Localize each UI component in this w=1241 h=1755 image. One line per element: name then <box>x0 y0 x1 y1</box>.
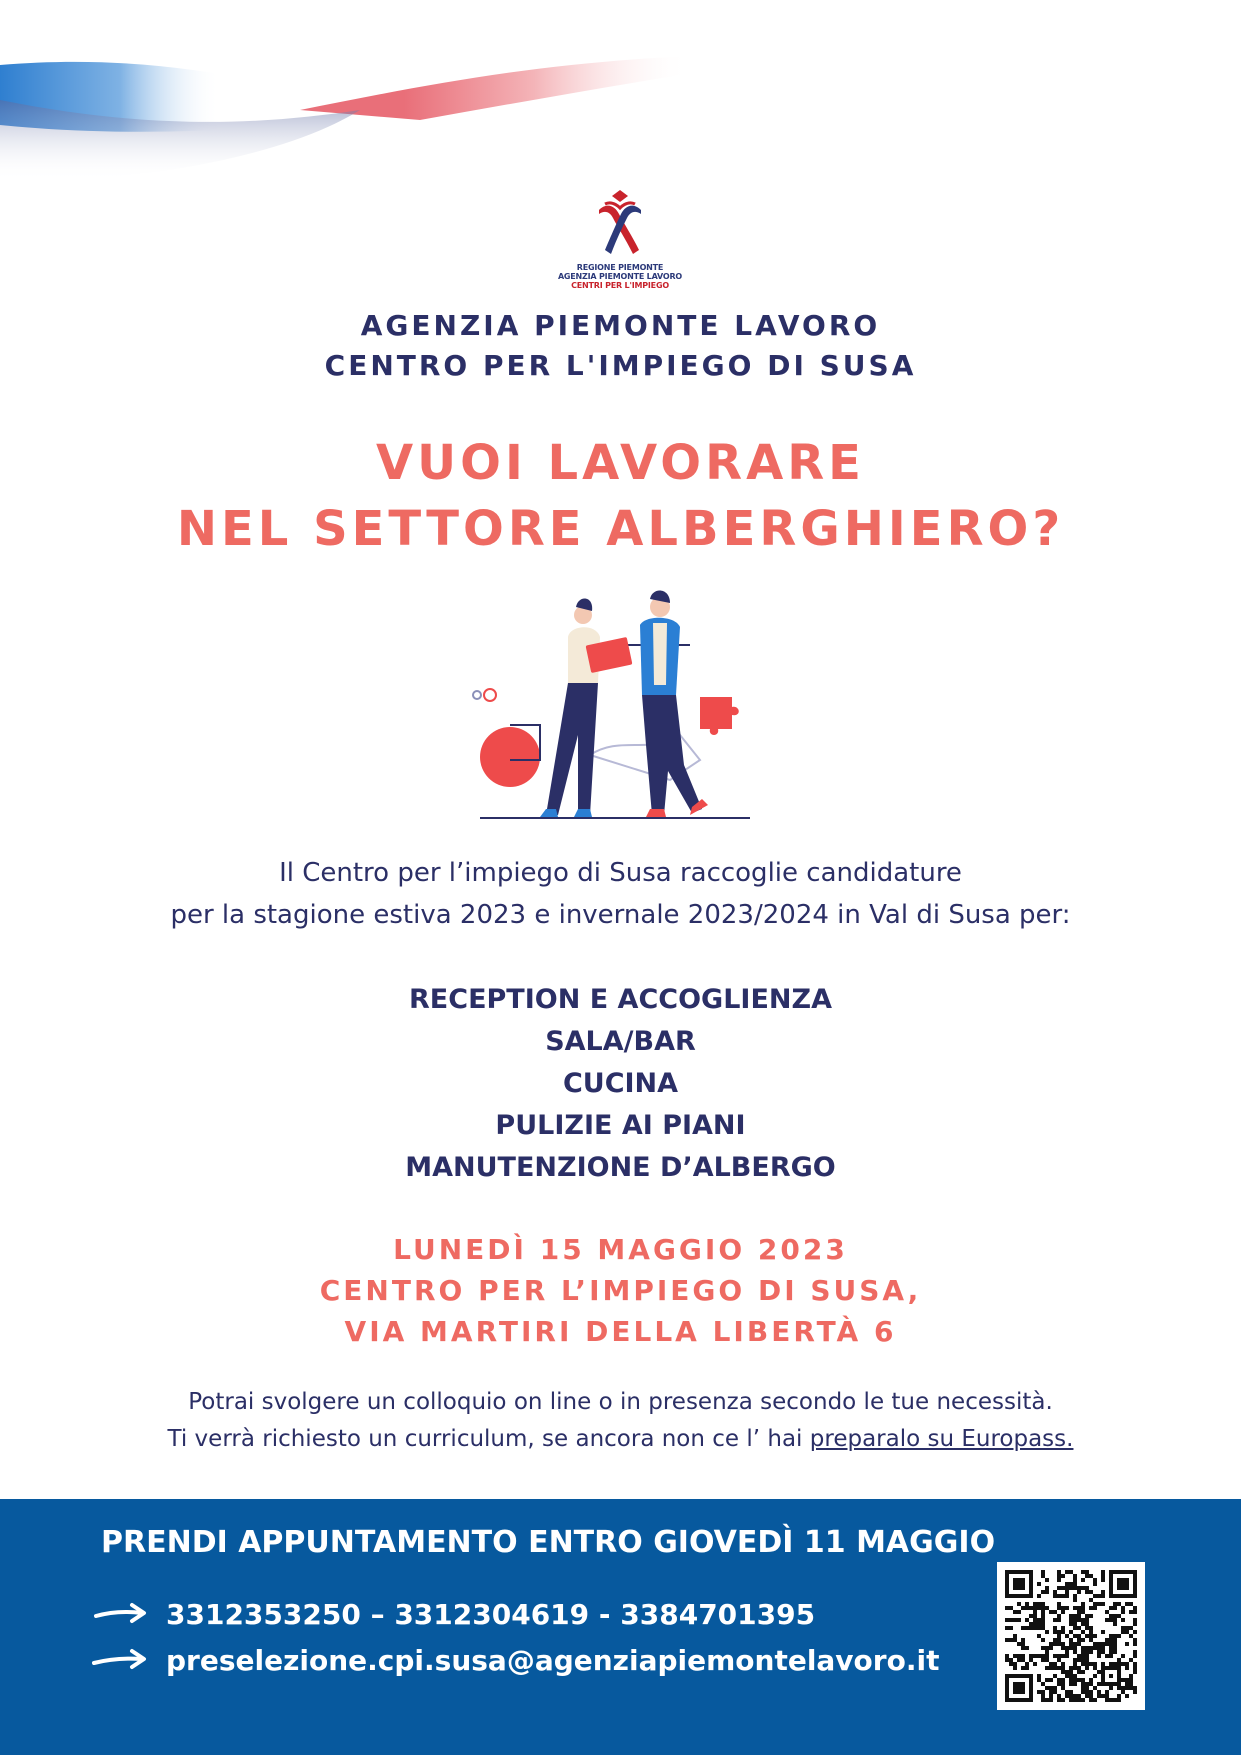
event-date: LUNEDÌ 15 MAGGIO 2023 <box>393 1233 848 1266</box>
event-place: CENTRO PER L’IMPIEGO DI SUSA, <box>319 1274 922 1307</box>
logo-text-region: REGIONE PIEMONTE <box>576 263 664 272</box>
logo-text-centri: CENTRI PER L'IMPIEGO <box>571 281 669 290</box>
arrow-right-icon <box>90 1648 150 1672</box>
agency-logo <box>555 188 685 293</box>
main-headline <box>0 430 1241 562</box>
headline-line-2: NEL SETTORE ALBERGHIERO? <box>176 501 1065 557</box>
qr-code-icon[interactable] <box>997 1562 1145 1710</box>
list-item: RECEPTION E ACCOGLIENZA <box>409 984 832 1015</box>
list-item: PULIZIE AI PIANI <box>495 1110 746 1141</box>
phone-numbers[interactable]: 3312353250 – 3312304619 - 3384701395 <box>166 1597 816 1631</box>
headline-line-1: VUOI LAVORARE <box>376 435 865 491</box>
note-line-2-text: Ti verrà richiesto un curriculum, se ancora non ce l’ hai <box>167 1426 810 1452</box>
appointment-cta: PRENDI APPUNTAMENTO ENTRO GIOVEDÌ 11 MAGGIO <box>101 1525 996 1560</box>
roles-list <box>0 979 1241 1189</box>
note-line-1: Potrai svolgere un colloquio on line o in presenza secondo le tue necessità. <box>188 1389 1053 1415</box>
footer-contact-band <box>0 1499 1241 1755</box>
agency-heading <box>0 306 1241 386</box>
agency-name: AGENZIA PIEMONTE LAVORO <box>360 309 881 342</box>
europass-link[interactable]: preparalo su Europass. <box>809 1426 1074 1452</box>
intro-paragraph <box>0 852 1241 936</box>
center-name: CENTRO PER L'IMPIEGO DI SUSA <box>324 349 917 382</box>
list-item: CUCINA <box>562 1068 679 1099</box>
list-item: SALA/BAR <box>545 1026 696 1057</box>
logo-text-agency: AGENZIA PIEMONTE LAVORO <box>557 272 683 281</box>
arrow-right-icon <box>90 1602 150 1626</box>
agency-logo-icon <box>585 188 655 263</box>
intro-line-1: Il Centro per l’impiego di Susa raccoglie candidature <box>279 858 962 888</box>
intro-line-2: per la stagione estiva 2023 e invernale 2023/2024 in Val di Susa per: <box>170 900 1071 930</box>
note-paragraph <box>0 1384 1241 1458</box>
people-illustration-icon <box>470 585 770 825</box>
event-details <box>0 1229 1241 1352</box>
email-row <box>90 1640 939 1680</box>
phone-row <box>90 1594 815 1634</box>
note-line-2 <box>0 1421 1241 1458</box>
email-address[interactable]: preselezione.cpi.susa@agenziapiemontelavoro.it <box>166 1643 940 1677</box>
header-wave-decoration <box>0 0 1241 190</box>
event-address: VIA MARTIRI DELLA LIBERTÀ 6 <box>344 1315 897 1348</box>
list-item: MANUTENZIONE D’ALBERGO <box>405 1152 836 1183</box>
